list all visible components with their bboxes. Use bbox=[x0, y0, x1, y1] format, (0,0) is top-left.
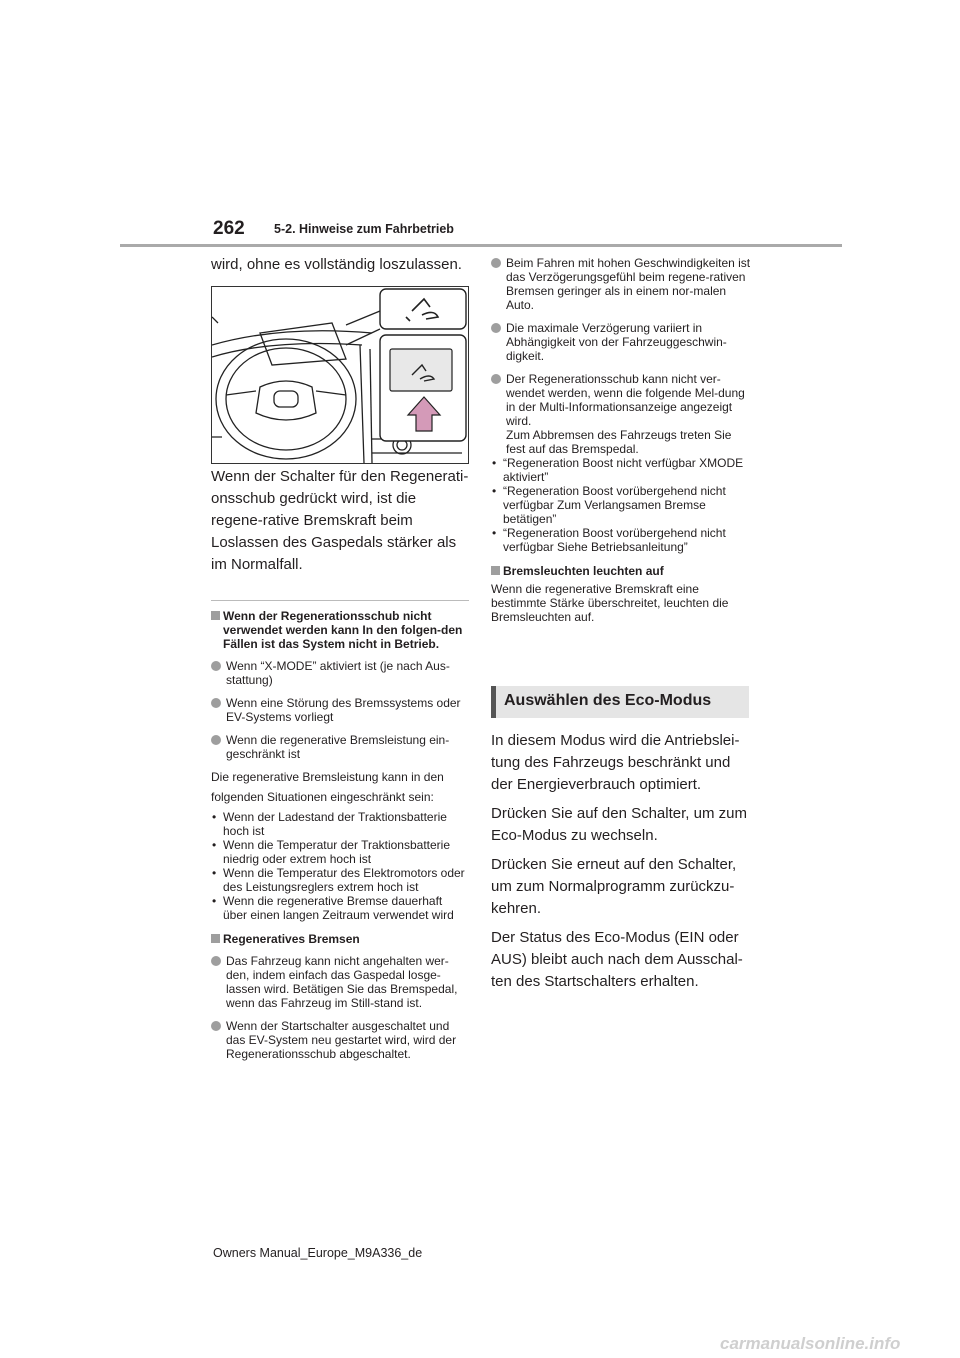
sub-list-item-text: “Regeneration Boost nicht verfügbar XMODE aktiviert” bbox=[503, 456, 744, 484]
square-bullet-icon bbox=[211, 934, 220, 943]
circle-bullet-icon bbox=[491, 258, 501, 268]
paragraph: Drücken Sie auf den Schalter, um zum Eco-Modus zu wechseln. bbox=[491, 805, 747, 844]
circle-bullet-icon bbox=[211, 1021, 221, 1031]
list-item-text: Wenn “X-MODE” aktiviert ist (je nach Aus-stattung) bbox=[226, 659, 450, 687]
sub-list-item: • Wenn die Temperatur des Elektromotors oder des Leistungsreglers extrem hoch ist bbox=[212, 866, 465, 894]
section-title: 5-2. Hinweise zum Fahrbetrieb bbox=[274, 222, 454, 236]
subhead-text: Wenn der Regenerationsschub nicht verwendet werden kann In den folgen-den Fällen ist das System nicht in Betrieb. bbox=[223, 609, 463, 651]
sub-list-item-text: “Regeneration Boost vorübergehend nicht verfügbar Zum Verlangsamen Bremse betätigen” bbox=[503, 484, 726, 526]
subhead-text: Bremsleuchten leuchten auf bbox=[503, 564, 664, 578]
sub-list-item-text: Wenn die Temperatur des Elektromotors oder des Leistungsreglers extrem hoch ist bbox=[223, 866, 465, 894]
paragraph: Wenn die regenerative Bremskraft eine bestimmte Stärke überschreitet, leuchten die Bremsleuchten auf. bbox=[491, 582, 729, 624]
list-item bbox=[211, 733, 469, 761]
sub-list-item-text: Wenn der Ladestand der Traktionsbatterie hoch ist bbox=[223, 810, 447, 838]
subhead-text: Regeneratives Bremsen bbox=[223, 932, 360, 946]
sub-list-item-text: Wenn die Temperatur der Traktionsbatterie niedrig oder extrem hoch ist bbox=[223, 838, 451, 866]
page-number: 262 bbox=[213, 218, 245, 239]
subhead-not-usable bbox=[211, 609, 469, 651]
left-intro bbox=[211, 254, 469, 276]
header-divider bbox=[120, 244, 842, 247]
list-item-text: Wenn die regenerative Bremsleistung ein-geschränkt ist bbox=[226, 733, 450, 761]
sub-list-item-text: “Regeneration Boost vorübergehend nicht verfügbar Siehe Betriebsanleitung” bbox=[503, 526, 726, 554]
paragraph: Der Status des Eco-Modus (EIN oder AUS) bleibt auch nach dem Ausschal-ten des Startschalters erhalten. bbox=[491, 929, 743, 990]
intro-text: wird, ohne es vollständig loszulassen. bbox=[211, 256, 462, 273]
list-item bbox=[211, 696, 469, 724]
sub-list-item: • Wenn die Temperatur der Traktionsbatterie niedrig oder extrem hoch ist bbox=[212, 838, 451, 866]
eco-mode-title: Auswählen des Eco-Modus bbox=[504, 692, 712, 709]
paragraph-line: folgenden Situationen eingeschränkt sein: bbox=[211, 790, 434, 804]
list-item bbox=[491, 321, 753, 363]
list-item-text: Wenn der Startschalter ausgeschaltet und das EV-System neu gestartet wird, wird der Regenerationsschub abgeschaltet. bbox=[226, 1019, 457, 1061]
sub-list-item: • “Regeneration Boost nicht verfügbar XMODE aktiviert” bbox=[492, 456, 744, 484]
footer-text: Owners Manual_Europe_M9A336_de bbox=[213, 1246, 423, 1260]
sub-list-item: • “Regeneration Boost vorübergehend nicht verfügbar Siehe Betriebsanleitung” bbox=[492, 526, 726, 554]
list-item bbox=[211, 659, 469, 687]
circle-bullet-icon bbox=[491, 374, 501, 384]
list-item bbox=[211, 1019, 469, 1061]
sub-list-item: • Wenn die regenerative Bremse dauerhaft über einen langen Zeitraum verwendet wird bbox=[212, 894, 454, 922]
square-bullet-icon bbox=[211, 611, 220, 620]
list-item bbox=[211, 954, 469, 1010]
circle-bullet-icon bbox=[211, 698, 221, 708]
subhead-regenerative bbox=[211, 932, 469, 946]
right-column bbox=[491, 256, 753, 624]
figure-caption: Wenn der Schalter für den Regenerati-onsschub gedrückt wird, ist die regene-rative Bremskraft beim Loslassen des Gaspedals stärker als im Normalfall. bbox=[211, 468, 469, 573]
circle-bullet-icon bbox=[491, 323, 501, 333]
paragraph-line: Die regenerative Bremsleistung kann in den bbox=[211, 770, 444, 784]
subhead-brake-lights bbox=[491, 564, 753, 578]
dashboard-illustration bbox=[211, 286, 469, 464]
eco-mode-body bbox=[491, 730, 753, 1000]
list-item-text: Zum Abbremsen des Fahrzeugs treten Sie fest auf das Bremspedal. bbox=[506, 428, 732, 456]
square-bullet-icon bbox=[491, 566, 500, 575]
list-item bbox=[491, 372, 753, 456]
list-item bbox=[491, 256, 753, 312]
heading-accent-bar bbox=[491, 686, 496, 718]
eco-mode-heading bbox=[491, 686, 749, 718]
sub-list-item: • Wenn der Ladestand der Traktionsbatterie hoch ist bbox=[212, 810, 447, 838]
sub-list-item: • “Regeneration Boost vorübergehend nicht verfügbar Zum Verlangsamen Bremse betätigen” bbox=[492, 484, 726, 526]
list-item-text: Die maximale Verzögerung variiert in Abhängigkeit von der Fahrzeuggeschwin-digkeit. bbox=[506, 321, 727, 363]
list-item-text: Der Regenerationsschub kann nicht ver-wendet werden, wenn die folgende Mel-dung in der Multi-Informationsanzeige angezeigt wird. bbox=[506, 372, 745, 428]
circle-bullet-icon bbox=[211, 735, 221, 745]
steering-wheel-illustration bbox=[212, 287, 468, 463]
circle-bullet-icon bbox=[211, 661, 221, 671]
section-divider bbox=[211, 600, 469, 601]
watermark[interactable]: carmanualsonline.info bbox=[720, 1334, 901, 1353]
list-item-text: Wenn eine Störung des Bremssystems oder EV-Systems vorliegt bbox=[226, 696, 461, 724]
paragraph: Drücken Sie erneut auf den Schalter, um zum Normalprogramm zurückzu-kehren. bbox=[491, 856, 737, 917]
sub-list-item-text: Wenn die regenerative Bremse dauerhaft über einen langen Zeitraum verwendet wird bbox=[223, 894, 454, 922]
list-item-text: Das Fahrzeug kann nicht angehalten wer-den, indem einfach das Gaspedal losge-lassen wird. Betätigen Sie das Bremspedal, wenn das Fahrzeug im Still-stand ist. bbox=[226, 954, 458, 1010]
left-column bbox=[211, 466, 469, 1070]
paragraph: In diesem Modus wird die Antriebslei-tung des Fahrzeugs beschränkt und der Energieverbrauch optimiert. bbox=[491, 732, 740, 793]
list-item-text: Beim Fahren mit hohen Geschwindigkeiten ist das Verzögerungsgefühl beim regene-rativen Bremsen geringer als in einem nor-malen Auto. bbox=[506, 256, 751, 312]
circle-bullet-icon bbox=[211, 956, 221, 966]
